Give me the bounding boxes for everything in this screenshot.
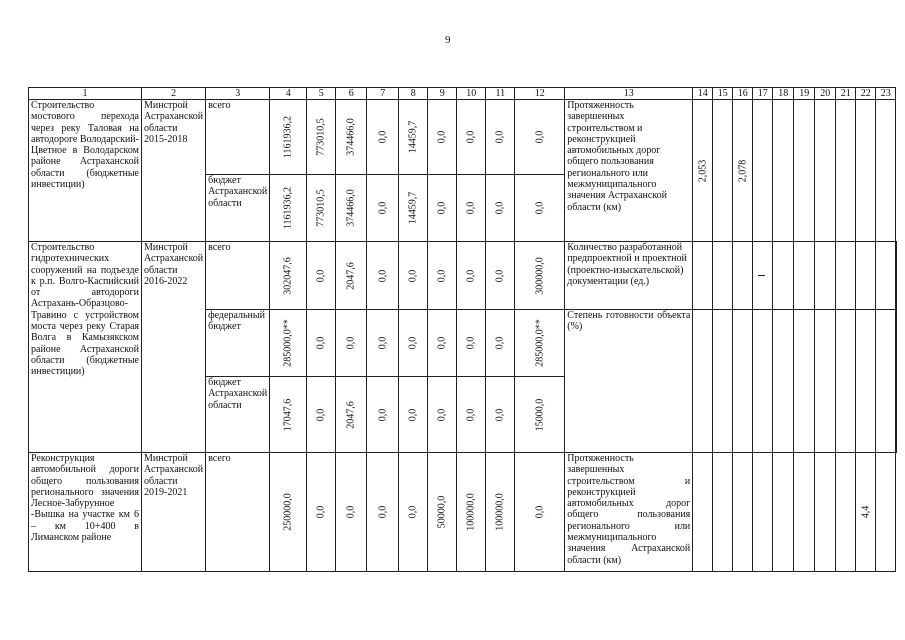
table-row bbox=[29, 242, 897, 310]
column-header: 21 bbox=[836, 88, 856, 100]
column-header: 19 bbox=[794, 88, 815, 100]
value-cell: 0,0 bbox=[494, 408, 506, 421]
value-cell: 250000,0 bbox=[282, 493, 294, 531]
value-cell: 285000,0** bbox=[534, 319, 546, 367]
column-header: 13 bbox=[565, 88, 693, 100]
value-cell: 0,0 bbox=[377, 336, 389, 350]
value-cell: 1161936,2 bbox=[282, 115, 294, 159]
value-cell: 1161936,2 bbox=[282, 186, 294, 230]
value-cell: 14459,7 bbox=[407, 120, 419, 154]
value-cell: 50000,0 bbox=[436, 495, 448, 529]
funding-source-cell: всего bbox=[206, 100, 270, 175]
funding-source-cell: бюджет Астраханской области bbox=[206, 175, 270, 242]
column-header: 8 bbox=[399, 88, 428, 100]
value-cell: 0,0 bbox=[315, 505, 327, 519]
column-header: 15 bbox=[713, 88, 733, 100]
column-header: 11 bbox=[486, 88, 515, 100]
indicator-value-cell: 2,078 bbox=[737, 159, 749, 182]
header-row bbox=[29, 88, 897, 100]
column-header: 18 bbox=[773, 88, 794, 100]
value-cell: 14459,7 bbox=[407, 191, 419, 225]
indicator-cell: Количество разработанной предпроектной и проектной (проектно-изыскательской) документации (ед.) bbox=[565, 242, 693, 310]
value-cell: 0,0 bbox=[465, 336, 477, 350]
value-cell: 773010,5 bbox=[315, 118, 327, 156]
value-cell: 773010,5 bbox=[315, 189, 327, 227]
value-cell: 0,0 bbox=[377, 408, 389, 421]
value-cell: 0,0 bbox=[436, 336, 448, 350]
column-header: 10 bbox=[457, 88, 486, 100]
column-header: 23 bbox=[876, 88, 896, 100]
column-header: 12 bbox=[515, 88, 565, 100]
value-cell: 0,0 bbox=[377, 130, 389, 144]
object-name-cell: Реконструкция автомобильной дороги общего пользования регионального значения Лесное-Забурунное -Вышка на участке км 6 – км 10+400 в Лиманском районе bbox=[29, 453, 142, 572]
value-cell: 0,0 bbox=[407, 505, 419, 519]
value-cell: 285000,0** bbox=[282, 319, 294, 367]
column-header: 1 bbox=[29, 88, 142, 100]
value-cell: 0,0 bbox=[315, 336, 327, 350]
value-cell: 0,0 bbox=[436, 269, 448, 282]
value-cell: 0,0 bbox=[534, 201, 546, 215]
value-cell: 0,0 bbox=[494, 269, 506, 282]
value-cell: 0,0 bbox=[377, 505, 389, 519]
column-header: 7 bbox=[367, 88, 399, 100]
column-header: 2 bbox=[142, 88, 206, 100]
value-cell: 0,0 bbox=[436, 130, 448, 144]
dash-mark bbox=[758, 275, 765, 276]
column-header: 3 bbox=[206, 88, 270, 100]
column-header: 17 bbox=[753, 88, 773, 100]
value-cell: 100000,0 bbox=[465, 493, 477, 531]
page-number: 9 bbox=[445, 34, 451, 46]
indicator-value-cell bbox=[896, 338, 897, 356]
value-cell: 374466,0 bbox=[345, 189, 357, 227]
column-header: 20 bbox=[815, 88, 836, 100]
object-name-cell: Строительство мостового перехода через реку Таловая на автодороге Володарский-Цветное в Володарском районе Астраханской области (бюджетные инвестиции) bbox=[29, 100, 142, 242]
value-cell: 0,0 bbox=[465, 130, 477, 144]
value-cell: 100000,0 bbox=[494, 493, 506, 531]
table-row bbox=[29, 100, 897, 175]
value-cell: 0,0 bbox=[345, 336, 357, 350]
column-header: 9 bbox=[428, 88, 457, 100]
indicator-value-cell: 2,053 bbox=[697, 159, 709, 182]
indicator-cell: Степень готовности объекта (%) bbox=[565, 310, 693, 453]
value-cell: 0,0 bbox=[465, 408, 477, 421]
executor-cell: Минстрой Астраханской области 2016-2022 bbox=[142, 242, 206, 453]
value-cell: 302047,6 bbox=[282, 256, 294, 295]
value-cell: 0,0 bbox=[534, 505, 546, 519]
value-cell: 0,0 bbox=[315, 408, 327, 421]
value-cell: 0,0 bbox=[534, 130, 546, 144]
column-header: 14 bbox=[693, 88, 713, 100]
value-cell: 374466,0 bbox=[345, 118, 357, 156]
value-cell: 0,0 bbox=[407, 336, 419, 350]
funding-source-cell: всего bbox=[206, 453, 270, 572]
value-cell: 0,0 bbox=[377, 269, 389, 282]
value-cell: 0,0 bbox=[494, 201, 506, 215]
value-cell: 0,0 bbox=[315, 269, 327, 282]
column-header: 16 bbox=[733, 88, 753, 100]
indicator-value-cell: 4,4 bbox=[860, 505, 872, 519]
column-header: 5 bbox=[307, 88, 336, 100]
value-cell: 300000,0 bbox=[534, 256, 546, 295]
value-cell: 0,0 bbox=[377, 201, 389, 215]
column-header: 22 bbox=[856, 88, 876, 100]
executor-cell: Минстрой Астраханской области 2019-2021 bbox=[142, 453, 206, 572]
value-cell: 0,0 bbox=[436, 408, 448, 421]
value-cell: 0,0 bbox=[465, 201, 477, 215]
value-cell: 2047,6 bbox=[345, 400, 357, 429]
value-cell: 0,0 bbox=[407, 408, 419, 421]
indicator-cell: Протяженность завершенных строительством и реконструкцией автомобильных дорог общего пользования регионального или межмуниципального значения Астраханской области (км) bbox=[565, 453, 693, 572]
value-cell: 17047,6 bbox=[282, 398, 294, 431]
funding-source-cell: всего bbox=[206, 242, 270, 310]
value-cell: 0,0 bbox=[407, 269, 419, 282]
funding-source-cell: федеральный бюджет bbox=[206, 310, 270, 377]
indicator-cell: Протяженность завершенных строительством и реконструкцией автомобильных дорог общего пользования регионального или межмуниципального значения Астраханской области (км) bbox=[565, 100, 693, 242]
value-cell: 0,0 bbox=[436, 201, 448, 215]
column-header: 6 bbox=[336, 88, 367, 100]
value-cell: 0,0 bbox=[345, 505, 357, 519]
value-cell: 0,0 bbox=[494, 336, 506, 350]
value-cell: 0,0 bbox=[465, 269, 477, 282]
value-cell: 15000,0 bbox=[534, 398, 546, 431]
funding-source-cell: бюджет Астраханской области bbox=[206, 377, 270, 453]
executor-cell: Минстрой Астраханской области 2015-2018 bbox=[142, 100, 206, 242]
column-header: 4 bbox=[270, 88, 307, 100]
table-row bbox=[29, 453, 897, 572]
value-cell: 0,0 bbox=[494, 130, 506, 144]
object-name-cell: Строительство гидротехнических сооружений на подъезде к р.п. Волго-Каспийский от автодороги Астрахань-Образцово-Травино с устройством моста через реку Старая Волга в Камызякском районе Астраханской области (бюджетные инвестиции) bbox=[29, 242, 142, 453]
program-table bbox=[28, 87, 897, 572]
value-cell: 2047,6 bbox=[345, 261, 357, 290]
